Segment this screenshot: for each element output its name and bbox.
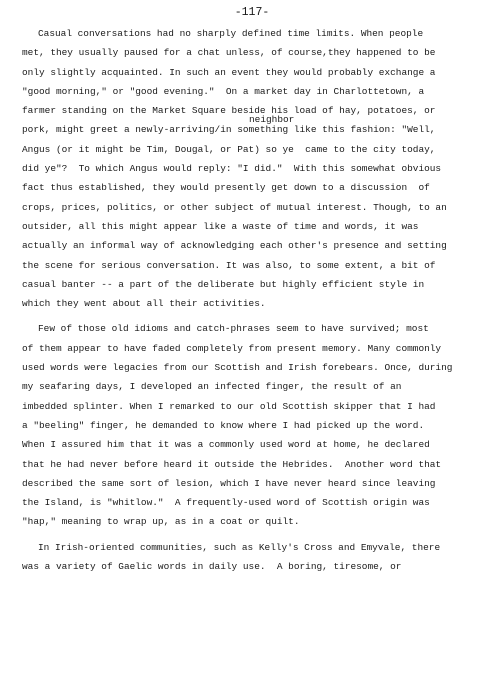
text-line: met, they usually paused for a chat unless, of course,they happened to be: [22, 47, 436, 59]
text-line: farmer standing on the Market Square beside his load of hay, potatoes, or: [22, 105, 436, 117]
text-line: crops, prices, politics, or other subject of mutual interest. Though, to an: [22, 201, 447, 213]
text-line: imbedded splinter. When I remarked to our old Scottish skipper that I had: [22, 400, 436, 412]
text-line: When I assured him that it was a commonly used word at home, he declared: [22, 439, 430, 451]
text-line: Casual conversations had no sharply defined time limits. When people: [38, 28, 424, 39]
text-line: pork, might greet a newly-arriving/in something like this fashion: "Well,: [22, 124, 436, 136]
text-line: the scene for serious conversation. It was also, to some extent, a bit of: [22, 259, 436, 271]
text-line: was a variety of Gaelic words in daily use. A boring, tiresome, or: [22, 561, 402, 573]
paragraph-3: [22, 538, 482, 577]
text-line: the Island, is "whitlow." A frequently-used word of Scottish origin was: [22, 497, 430, 509]
text-line: a "beeling" finger, he demanded to know where I had picked up the word.: [22, 419, 425, 431]
text-line: actually an informal way of acknowledging each other's presence and setting: [22, 240, 447, 252]
text-line: used words were legacies from our Scottish and Irish forebears. Once, during: [22, 362, 453, 374]
text-line: did ye"? To which Angus would reply: "I did." With this somewhat obvious: [22, 163, 442, 175]
text-line: only slightly acquainted. In such an event they would probably exchange a: [22, 66, 436, 78]
text-line: "good morning," or "good evening." On a market day in Charlottetown, a: [22, 85, 425, 97]
text-line: which they went about all their activities.: [22, 298, 266, 310]
text-line: "hap," meaning to wrap up, as in a coat or quilt.: [22, 516, 300, 528]
text-line: In Irish-oriented communities, such as Kelly's Cross and Emyvale, there: [38, 541, 441, 553]
page-number: -117-: [234, 6, 270, 19]
paragraph-1: [22, 24, 482, 313]
inserted-word: neighbor: [249, 114, 295, 126]
text-line: my seafaring days, I developed an infected finger, the result of an: [22, 381, 402, 393]
paragraph-2: [22, 319, 482, 531]
text-line: of them appear to have faded completely from present memory. Many commonly: [22, 342, 442, 354]
text-line: fact thus established, they would presently get down to a discussion of: [22, 182, 430, 194]
text-line: outsider, all this might appear like a waste of time and words, it was: [22, 220, 419, 232]
text-line: casual banter -- a part of the deliberate but highly efficient style in: [22, 278, 425, 290]
text-line: described the same sort of lesion, which I have never heard since leaving: [22, 477, 436, 489]
text-line: Few of those old idioms and catch-phrases seem to have survived; most: [38, 323, 429, 335]
text-line: that he had never before heard it outside the Hebrides. Another word that: [22, 458, 442, 470]
text-line: Angus (or it might be Tim, Dougal, or Pat) so ye came to the city today,: [22, 143, 436, 155]
